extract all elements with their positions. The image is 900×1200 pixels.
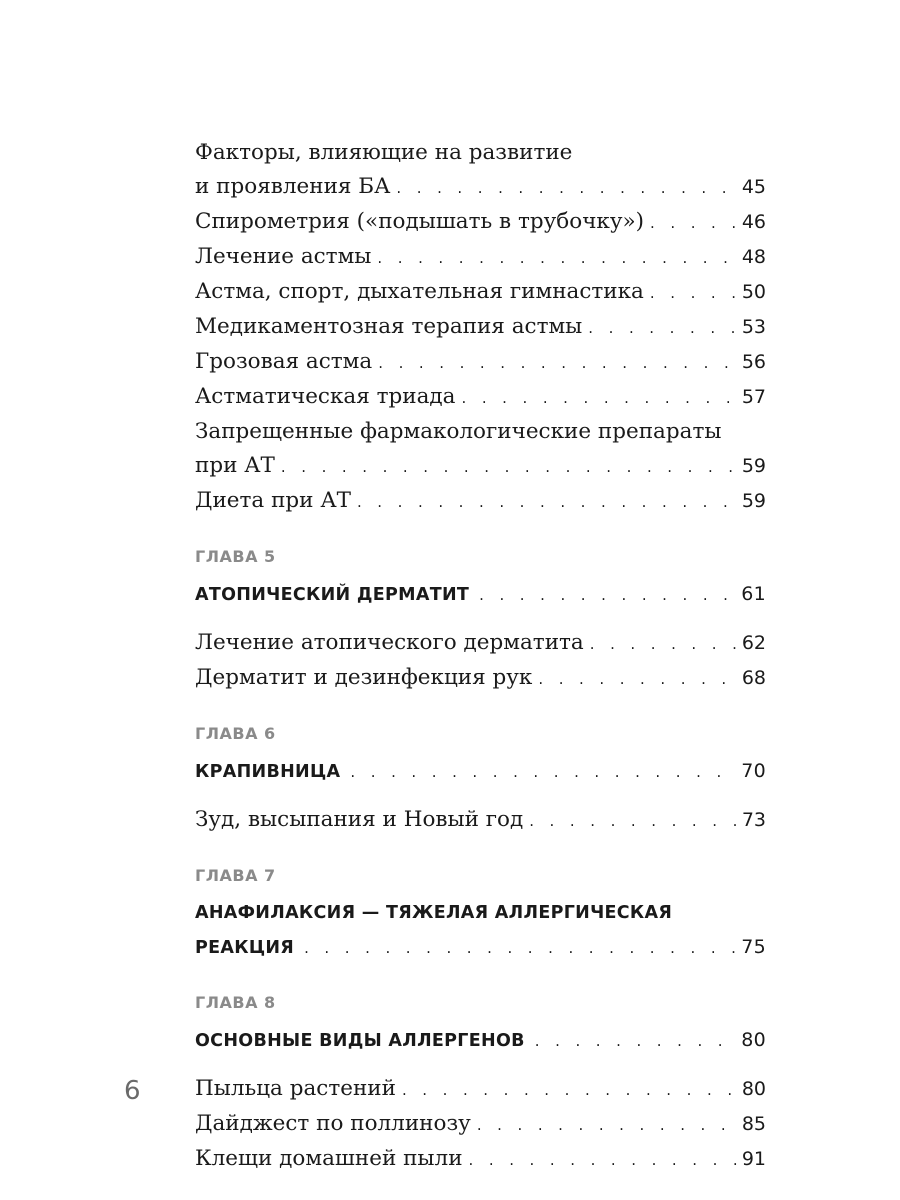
toc-entry xyxy=(195,415,766,484)
toc-entry xyxy=(195,484,766,519)
toc-entry xyxy=(195,1142,766,1177)
toc-entry xyxy=(195,1072,766,1107)
toc-entry-page: 50 xyxy=(741,281,766,303)
toc-entry-title: Астма, спорт, дыхательная гимнастика xyxy=(195,279,644,304)
toc-entry-title: Диета при АТ xyxy=(195,488,351,513)
dot-leader xyxy=(402,1073,738,1107)
toc-entry-title: Клещи домашней пыли xyxy=(195,1146,463,1171)
toc-entry xyxy=(195,136,766,205)
chapter-title xyxy=(195,577,766,612)
toc-entry-title: Дерматит и дезинфекция рук xyxy=(195,665,533,690)
chapter-page: 61 xyxy=(741,583,766,605)
toc-entry-title: Грозовая астма xyxy=(195,349,373,374)
chapter-label: ГЛАВА 5 xyxy=(195,547,276,566)
toc-entry xyxy=(195,240,766,275)
chapter-title xyxy=(195,754,766,789)
toc-entry xyxy=(195,803,766,838)
toc-entry-title: Пыльца растений xyxy=(195,1076,396,1101)
toc-entry-page: 56 xyxy=(741,351,766,373)
toc-entry xyxy=(195,205,766,240)
toc-entry-title: Астматическая триада xyxy=(195,384,456,409)
dot-leader xyxy=(588,311,738,345)
dot-leader xyxy=(377,241,737,275)
dot-leader xyxy=(650,276,738,310)
toc-entry-page: 59 xyxy=(741,455,766,477)
chapter-title-line1: АНАФИЛАКСИЯ — ТЯЖЕЛАЯ АЛЛЕРГИЧЕСКАЯ xyxy=(195,903,673,923)
dot-leader xyxy=(281,450,738,484)
chapter-title xyxy=(195,896,766,965)
toc-entry-title: Зуд, высыпания и Новый год xyxy=(195,807,524,832)
dot-leader xyxy=(350,755,737,789)
chapter-title-text: РЕАКЦИЯ xyxy=(195,938,295,958)
dot-leader xyxy=(378,346,738,380)
toc-entry xyxy=(195,310,766,345)
toc-entry-page: 91 xyxy=(741,1148,766,1170)
toc-entry-page: 53 xyxy=(741,316,766,338)
toc-entry xyxy=(195,380,766,415)
dot-leader xyxy=(357,485,738,519)
dot-leader xyxy=(650,206,738,240)
toc-entry xyxy=(195,275,766,310)
dot-leader xyxy=(304,931,737,965)
toc-entry-title: Лечение астмы xyxy=(195,244,372,269)
toc-entry-title-line1: Запрещенные фармакологические препараты xyxy=(195,419,722,444)
toc-entry-page: 46 xyxy=(741,211,766,233)
table-of-contents xyxy=(195,136,766,1177)
chapter-label: ГЛАВА 7 xyxy=(195,866,276,885)
toc-entry-title: и проявления БА xyxy=(195,174,391,199)
dot-leader xyxy=(461,381,737,415)
toc-entry xyxy=(195,626,766,661)
page-number: 6 xyxy=(124,1076,141,1106)
chapter-label: ГЛАВА 6 xyxy=(195,724,276,743)
chapter-title xyxy=(195,1023,766,1058)
dot-leader xyxy=(477,1108,738,1142)
dot-leader xyxy=(529,804,738,838)
dot-leader xyxy=(479,578,737,612)
toc-entry-page: 80 xyxy=(741,1078,766,1100)
toc-entry-page: 62 xyxy=(741,632,766,654)
toc-entry-page: 45 xyxy=(741,176,766,198)
toc-entry xyxy=(195,345,766,380)
toc-entry xyxy=(195,661,766,696)
toc-entry-page: 85 xyxy=(741,1113,766,1135)
dot-leader xyxy=(538,662,737,696)
toc-entry-page: 48 xyxy=(741,246,766,268)
chapter-page: 80 xyxy=(741,1029,766,1051)
chapter-page: 70 xyxy=(741,760,766,782)
toc-entry-page: 68 xyxy=(741,667,766,689)
dot-leader xyxy=(590,627,738,661)
toc-entry xyxy=(195,1107,766,1142)
chapter-title-text: АТОПИЧЕСКИЙ ДЕРМАТИТ xyxy=(195,585,470,605)
chapter-title-text: ОСНОВНЫЕ ВИДЫ АЛЛЕРГЕНОВ xyxy=(195,1031,525,1051)
chapter-label: ГЛАВА 8 xyxy=(195,993,276,1012)
toc-entry-title: Лечение атопического дерматита xyxy=(195,630,584,655)
dot-leader xyxy=(469,1143,738,1177)
toc-entry-title-line1: Факторы, влияющие на развитие xyxy=(195,140,573,165)
dot-leader xyxy=(396,171,737,205)
toc-entry-title: Дайджест по поллинозу xyxy=(195,1111,471,1136)
toc-entry-title: при АТ xyxy=(195,453,275,478)
toc-entry-page: 73 xyxy=(741,809,766,831)
chapter-page: 75 xyxy=(741,936,766,958)
toc-entry-page: 57 xyxy=(741,386,766,408)
dot-leader xyxy=(535,1024,737,1058)
chapter-title-text: КРАПИВНИЦА xyxy=(195,762,341,782)
toc-entry-page: 59 xyxy=(741,490,766,512)
toc-entry-title: Спирометрия («подышать в трубочку») xyxy=(195,209,645,234)
toc-entry-title: Медикаментозная терапия астмы xyxy=(195,314,583,339)
